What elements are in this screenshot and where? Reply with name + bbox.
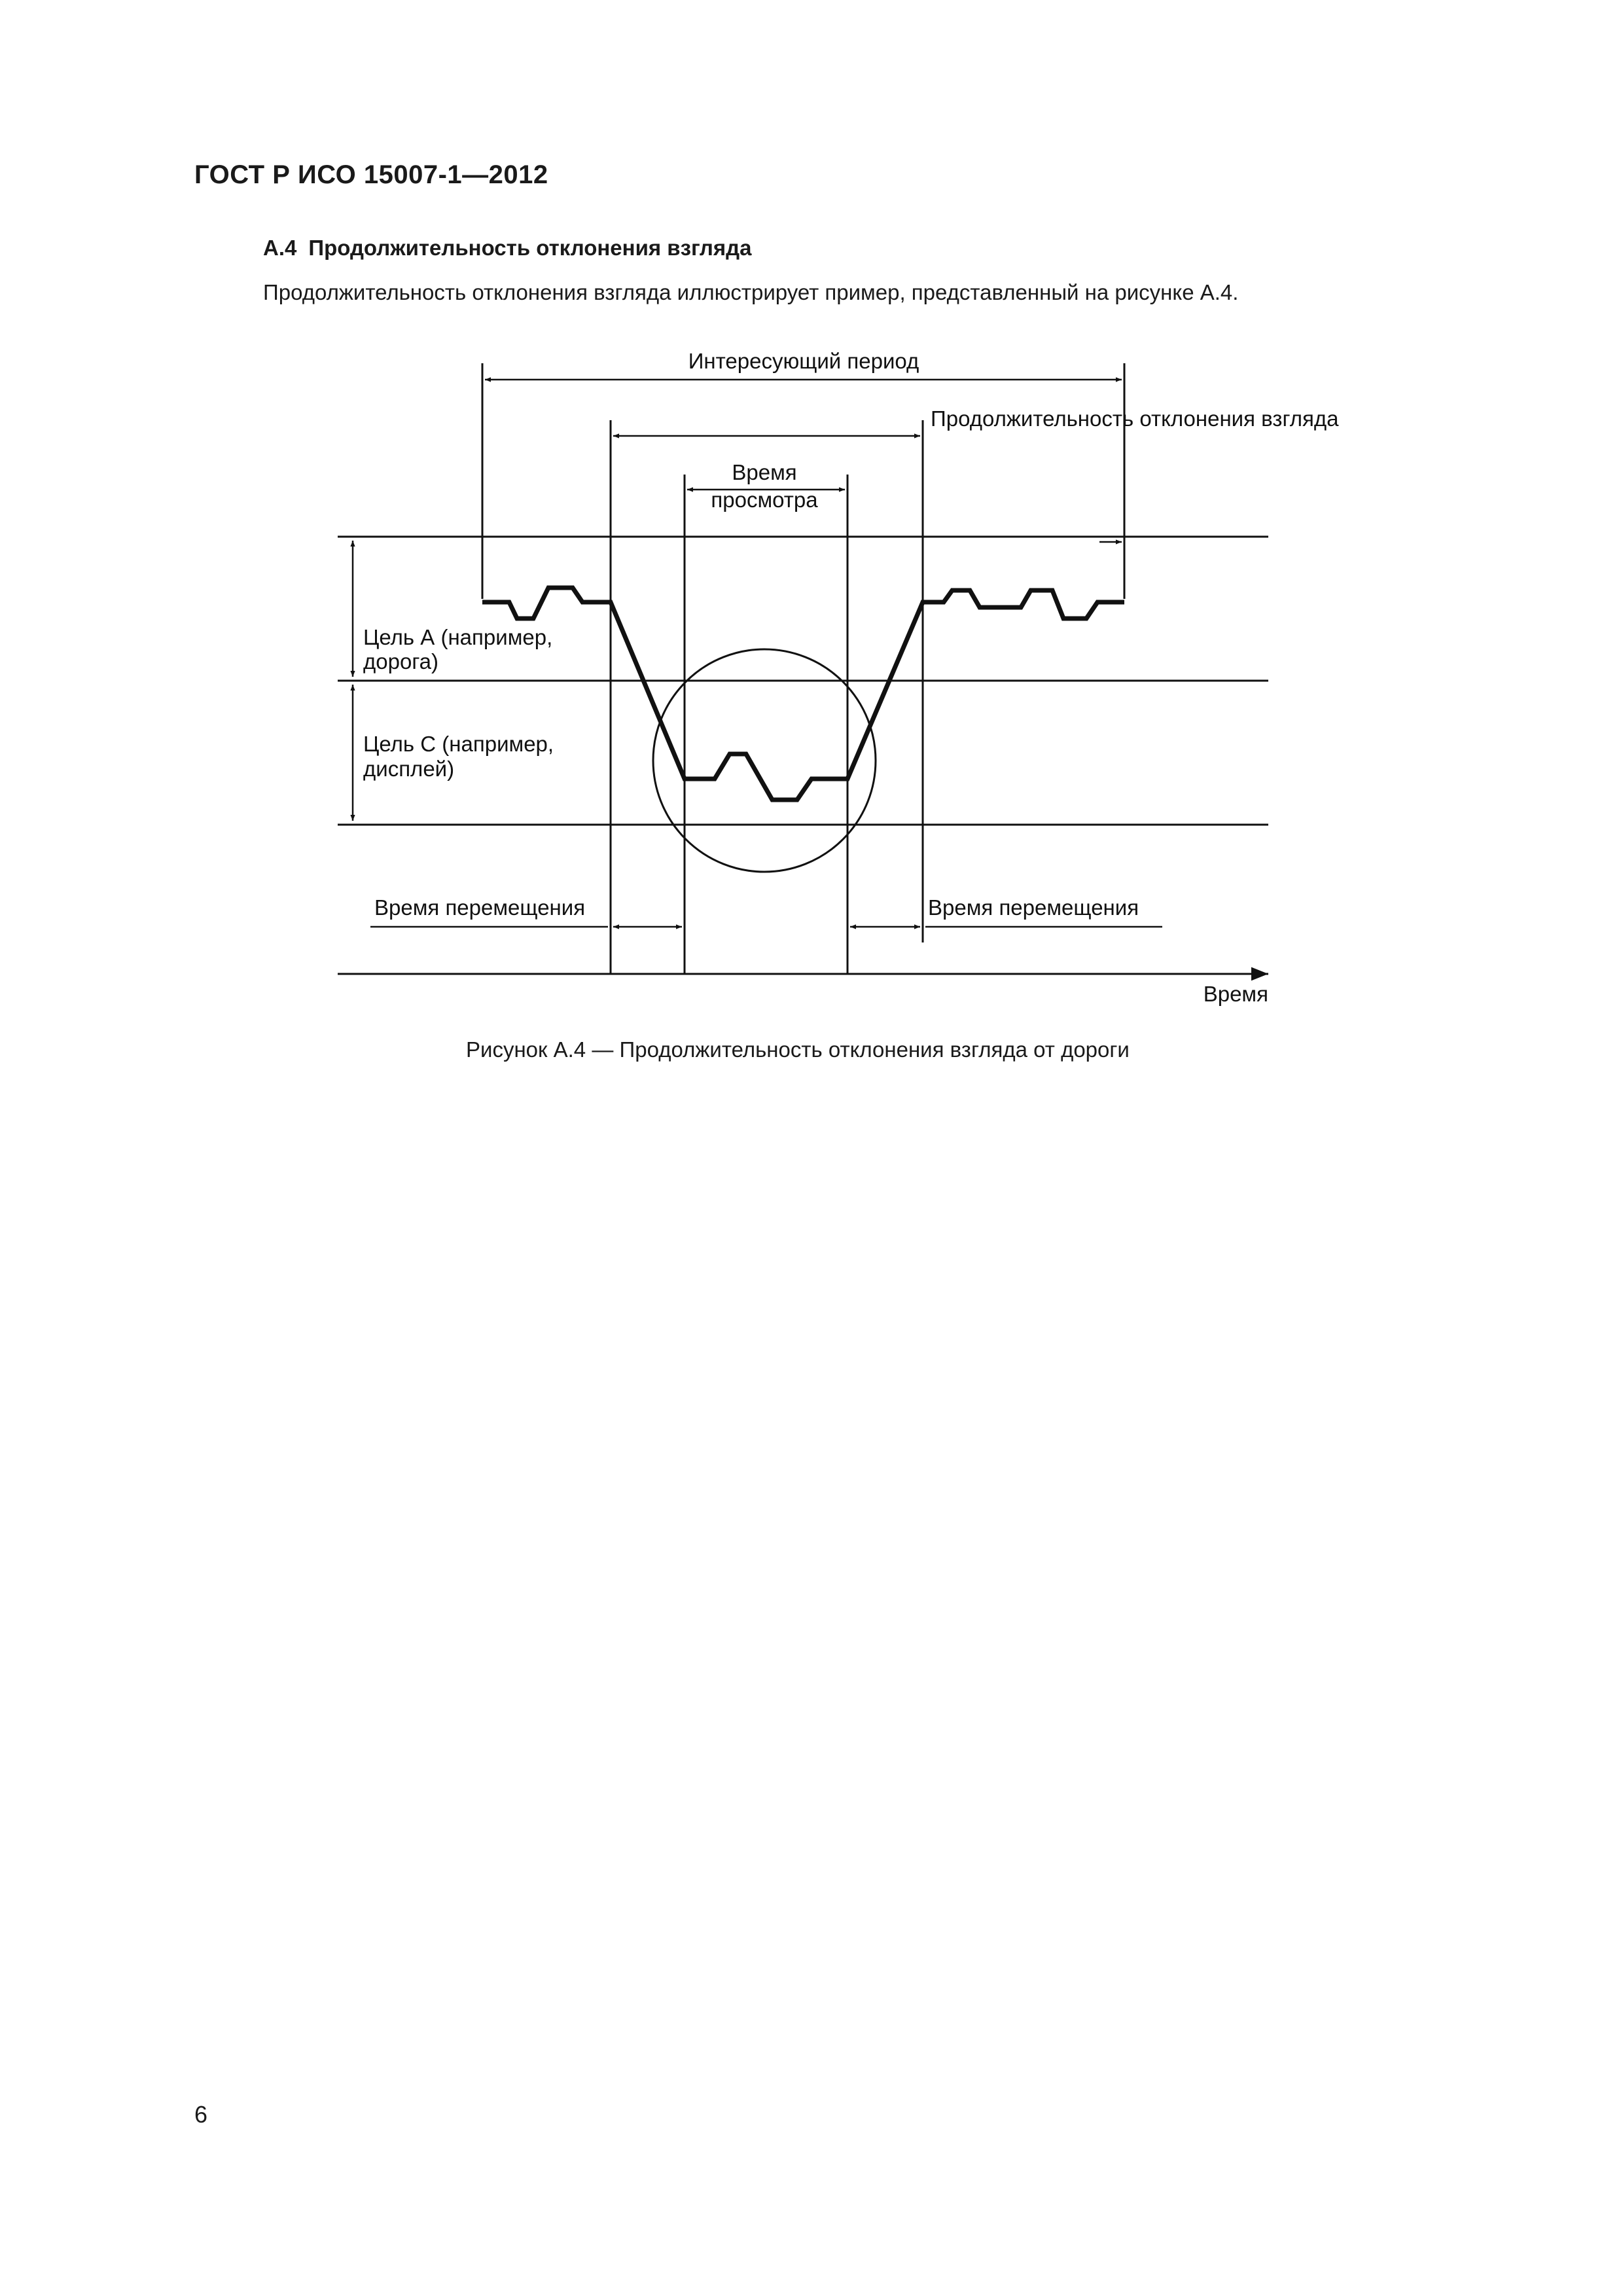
glance-duration-label: Продолжительность отклонения взгляда (931, 406, 1339, 431)
target-c-label-line2: дисплей) (363, 757, 455, 781)
figure-caption: Рисунок А.4 — Продолжительность отклонения взгляда от дороги (466, 1037, 1130, 1062)
gaze-trace (482, 588, 1124, 800)
document-header: ГОСТ Р ИСО 15007-1—2012 (194, 160, 548, 189)
target-a-label-line2: дорога) (363, 649, 438, 673)
target-c-label-line1: Цель С (например, (363, 732, 554, 756)
glance-duration-diagram (0, 0, 1623, 1047)
section-title: Продолжительность отклонения взгляда (308, 236, 752, 260)
transition-time-left-label: Время перемещения (374, 895, 586, 920)
page-number: 6 (194, 2101, 208, 2128)
dwell-highlight-circle (653, 649, 876, 872)
time-axis-label: Время (1203, 982, 1268, 1006)
section-paragraph: Продолжительность отклонения взгляда иллюстрирует пример, представленный на рисунке А.4. (263, 280, 1239, 304)
dwell-time-label-line1: Время (732, 460, 797, 484)
target-a-label-line1: Цель А (например, (363, 625, 553, 649)
dwell-time-label-line2: просмотра (711, 488, 818, 512)
section-number: A.4 (263, 236, 297, 260)
interest-period-label: Интересующий период (688, 349, 919, 373)
transition-time-right-label: Время перемещения (928, 895, 1139, 920)
